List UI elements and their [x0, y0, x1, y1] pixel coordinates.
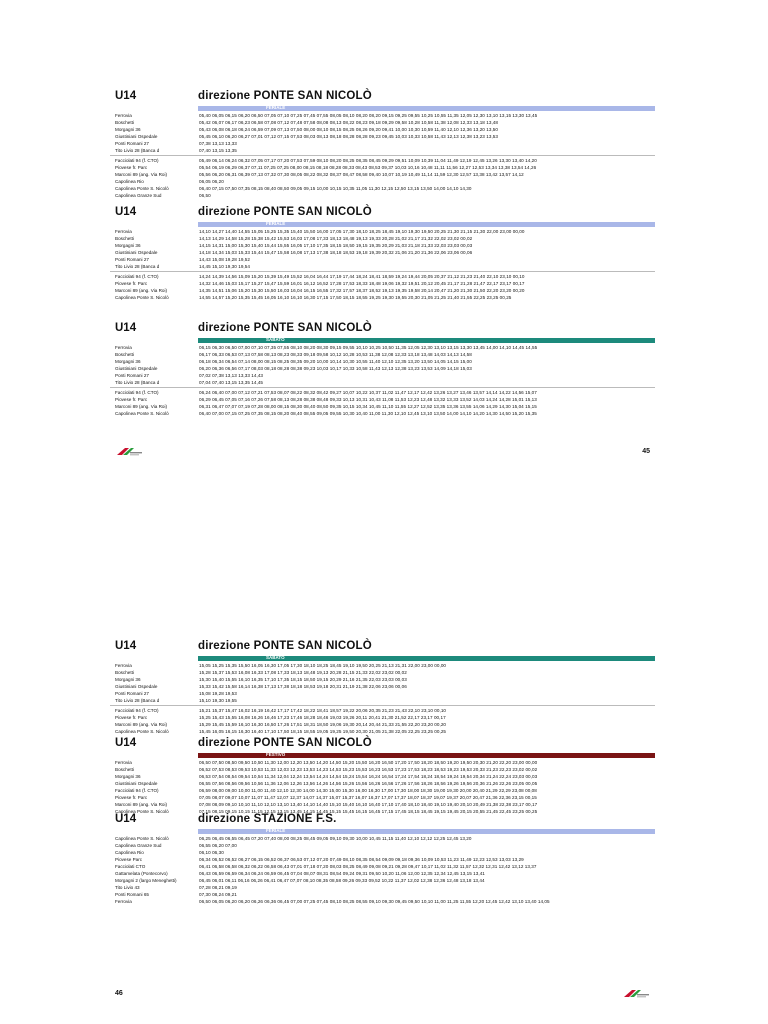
- table-row: [110, 119, 655, 126]
- stop-times: 06,45 06,01 06,11 06,16 06,26 06,41 06,47 07,07 08,10 08,35 08,58 09,26 09,33 09,52 10,22 11,37 12,02 12,38 12,36 12,48 13,18 13,44: [199, 878, 485, 883]
- table-row: [110, 707, 655, 714]
- table-row: [110, 242, 655, 249]
- stop-name: Giustiniani Ospedale: [115, 250, 158, 255]
- stop-times: 05,45 06,10 06,20 06,27 07,01 07,12 07,15 07,53 08,03 08,13 08,18 08,28 08,28 09,23 09,45 10,03 10,33 10,58 11,43 12,13 12,38 13,23 13,53: [199, 134, 498, 139]
- stop-times: 05,56 06,20 06,31 06,39 07,13 07,32 07,30 08,05 08,22 08,32 08,37 08,47 08,58 09,40 10,07 10,19 10,49 11,14 11,59 12,30 12,57 13,38 13,42 13,57 14,12: [199, 172, 524, 177]
- stop-times: 06,55 06,20 07,00: [199, 843, 237, 848]
- stop-name: Capolinea Ponte S. Nicolò: [115, 809, 169, 814]
- stop-times: 06,25 06,45 06,55 06,45 07,20 07,40 08,00 08,25 08,45 09,05 09,10 09,30 10,00 10,45 11,15 11,40 12,10 12,12 12,25 12,45 13,20: [199, 836, 472, 841]
- direction-title: direzione STAZIONE F.S.: [198, 813, 337, 825]
- line-code: U14: [115, 322, 137, 334]
- line-code: U14: [115, 206, 137, 218]
- table-row: [110, 112, 655, 119]
- stop-times: 06,43 06,59 06,59 06,34 06,24 06,59 06,45 07,04 08,07 08,31 08,54 09,24 09,31 09,50 10,20 11,06 12,00 12,35 12,34 12,45 13,15 13,41: [199, 871, 485, 876]
- table-row: [110, 728, 655, 735]
- stop-name: Ferrovia: [115, 760, 132, 765]
- stop-name: Giustiniani Ospedale: [115, 781, 158, 786]
- table-row: [110, 287, 655, 294]
- stop-times: 14,13 14,29 14,58 15,28 15,38 15,42 15,53 16,03 17,08 17,33 18,13 18,48 19,13 19,33 20,28 21,02 21,17 21,32 22,02 23,02 00,02: [199, 236, 473, 241]
- stop-name: Piovese fr. Parc: [115, 281, 148, 286]
- table-row: [110, 669, 655, 676]
- table-row: [110, 714, 655, 721]
- stop-times: 14,43 15,08 19,28 19,52: [199, 257, 250, 262]
- stop-times: 07,15 08,15 09,15 10,15 11,15 12,15 13,15 13,45 14,15 14,45 15,15 15,45 16,15 16,45 17,15 17,45 18,15 18,45 19,15 19,45 20,15 20,55 21,45 22,45 23,25 00,25: [199, 809, 538, 814]
- stop-times: 14,35 14,51 15,06 15,20 15,30 15,50 16,03 16,04 16,15 16,55 17,32 17,57 18,37 18,52 19,13 19,35 19,58 20,14 20,47 21,20 21,30 21,50 22,20 23,20 00,20: [199, 288, 525, 293]
- stop-name: Tito Livio 28 (Banca d: [115, 148, 160, 153]
- stop-times: 06,31 06,47 07,07 07,19 07,28 08,00 08,15 08,30 08,40 08,50 09,35 10,15 10,34 10,45 11,10 11,55 12,27 12,52 13,35 13,36 13,55 14,06 14,29 14,30 15,04 15,15: [199, 404, 537, 409]
- stop-times: 15,08 19,28 19,53: [199, 691, 237, 696]
- stop-name: Facciolati 94 (f. CTO): [115, 708, 159, 713]
- table-row: [110, 808, 655, 815]
- stop-name: Morgagni 36: [115, 774, 141, 779]
- table-row: [110, 884, 655, 891]
- stop-times: 07,04 07,40 13,15 13,35 14,45: [199, 380, 264, 385]
- stop-name: Piovese Parc: [115, 857, 143, 862]
- group-divider: [110, 155, 655, 156]
- table-row: [110, 396, 655, 403]
- line-code: U14: [115, 737, 137, 749]
- stop-name: Piovese fr. Parc: [115, 397, 148, 402]
- stop-name: Boschetti: [115, 236, 134, 241]
- day-type-band: [198, 829, 655, 834]
- table-row: [110, 835, 655, 842]
- day-type-band: [198, 106, 655, 111]
- table-row: [110, 256, 655, 263]
- table-row: [110, 389, 655, 396]
- table-row: [110, 849, 655, 856]
- stop-times: 14,45 15,10 19,30 19,54: [199, 264, 250, 269]
- stop-times: 06,17 06,33 06,53 07,13 07,58 08,13 08,23 08,33 09,18 09,58 10,12 10,28 10,53 11,38 12,08 12,33 13,18 13,48 14,03 14,13 14,58: [199, 352, 472, 357]
- stop-name: Boschetti: [115, 352, 134, 357]
- stop-name: Piovese fr. Parc: [115, 165, 148, 170]
- table-row: [110, 801, 655, 808]
- table-row: [110, 721, 655, 728]
- stop-times: 06,34 06,52 06,52 06,27 06,15 06,52 06,37 06,53 07,12 07,20 07,49 08,10 08,35 08,54 09,09 09,18 09,36 10,09 10,53 11,23 11,49 12,23 12,53 13,03 13,29: [199, 857, 524, 862]
- stop-name: Capolinea Ponte S. Nicolò: [115, 295, 169, 300]
- stop-times: 06,20 06,36 06,56 07,17 08,03 08,18 08,28 08,38 09,23 10,03 10,17 10,33 10,58 11,43 12,13 12,38 13,23 13,53 14,09 14,18 15,03: [199, 366, 472, 371]
- stop-name: Capolinea Ponte S. Nicolò: [115, 186, 169, 191]
- line-code: U14: [115, 813, 137, 825]
- stop-times: 06,05 06,20: [199, 179, 224, 184]
- stop-name: Ferrovia: [115, 229, 132, 234]
- stop-times: 15,45 16,05 16,15 16,30 16,40 17,10 17,50 18,15 18,55 19,05 19,25 19,50 20,30 21,05 21,38 22,05 22,25 23,25 00,25: [199, 729, 447, 734]
- stop-times: 06,50 07,50 08,50 09,50 10,50 11,30 12,00 12,20 13,50 14,20 14,50 15,20 15,50 16,20 16,50 17,20 17,50 18,20 18,50 19,20 19,50 20,30 21,20 22,20 23,00 00,00: [199, 760, 538, 765]
- table-row: [110, 249, 655, 256]
- stop-name: Morgagni 2 (largo Meneghetti): [115, 878, 177, 883]
- table-row: [110, 794, 655, 801]
- stop-name: Capolinea Ponte S. Nicolò: [115, 411, 169, 416]
- direction-title: direzione PONTE SAN NICOLÒ: [198, 206, 372, 218]
- stop-name: Facciolati 94 (f. CTO): [115, 158, 159, 163]
- stop-times: 14,55 14,57 15,20 15,35 15,45 16,05 16,10 16,10 16,30 17,15 17,50 18,15 18,55 19,25 19,30 19,55 20,30 21,05 21,25 21,40 21,55 22,25 23,25 00,25: [199, 295, 512, 300]
- stop-name: Tito Livio 28 (Banca d: [115, 264, 160, 269]
- table-row: [110, 185, 655, 192]
- table-row: [110, 133, 655, 140]
- stop-name: Capolinea Rio: [115, 850, 144, 855]
- table-row: [110, 157, 655, 164]
- stop-times: 15,29 15,45 15,59 16,10 16,30 16,50 17,26 17,51 18,31 18,50 19,06 19,30 20,14 20,44 21,33 21,55 22,20 23,20 00,20: [199, 722, 447, 727]
- day-type-label: SABATO: [266, 337, 285, 342]
- stop-times: 15,25 15,43 15,55 16,08 16,26 16,46 17,23 17,46 18,28 18,46 19,03 19,26 20,11 20,41 21,30 21,52 22,17 23,17 00,17: [199, 715, 446, 720]
- stop-name: Giustiniani Ospedale: [115, 134, 158, 139]
- stop-times: 07,40 13,15 13,35: [199, 148, 237, 153]
- table-row: [110, 351, 655, 358]
- line-code: U14: [115, 90, 137, 102]
- stop-name: Ponti Romani 27: [115, 373, 149, 378]
- day-type-label: SABATO: [266, 655, 285, 660]
- table-row: [110, 856, 655, 863]
- table-row: [110, 676, 655, 683]
- day-type-label: FERIALE: [266, 828, 286, 833]
- stop-name: Giustiniani Ospedale: [115, 684, 158, 689]
- stop-times: 07,08 08,09 09,10 10,10 11,10 12,10 13,10 13,40 14,10 14,40 15,10 15,40 16,10 16,40 17,10 17,40 18,10 18,40 19,10 19,40 20,10 20,49 21,38 22,38 23,17 00,17: [199, 802, 538, 807]
- stop-name: Tito Livio 43: [115, 885, 140, 890]
- stop-times: 06,15 06,30 06,50 07,00 07,10 07,35 07,55 08,10 08,20 08,30 09,15 09,55 10,10 10,25 10,50 11,35 12,05 12,30 13,10 13,15 13,30 13,45 14,00 14,10 14,45 14,55: [199, 345, 538, 350]
- table-row: [110, 171, 655, 178]
- table-row: [110, 344, 655, 351]
- table-row: [110, 379, 655, 386]
- stop-name: Capolinea Ponte S. Nicolò: [115, 729, 169, 734]
- table-row: [110, 280, 655, 287]
- stop-name: Piovese fr. Parc: [115, 795, 148, 800]
- group-divider: [110, 271, 655, 272]
- table-row: [110, 780, 655, 787]
- table-row: [110, 410, 655, 417]
- stop-name: Ponti Romani 27: [115, 141, 149, 146]
- table-row: [110, 178, 655, 185]
- stop-times: 05,40 06,05 06,15 06,20 06,50 07,05 07,10 07,25 07,45 07,55 08,05 08,10 08,20 08,20 09,15 09,25 09,55 10,25 10,55 11,35 12,05 12,30 13,10 13,15 13,30 13,45: [199, 113, 538, 118]
- table-row: [110, 877, 655, 884]
- stop-times: 06,59 08,00 09,00 10,00 11,00 11,40 12,10 12,30 14,00 14,30 15,00 15,30 16,00 16,30 17,00 17,30 18,00 18,30 19,00 19,30 20,00 20,40 21,29 22,29 23,08 00,08: [199, 788, 537, 793]
- stop-times: 06,40 07,00 07,15 07,25 07,35 08,15 08,20 08,40 08,55 09,05 09,55 10,30 10,40 11,00 11,30 12,10 12,45 13,10 13,50 14,00 14,10 14,20 14,30 14,50 15,20 15,35: [199, 411, 537, 416]
- table-row: [110, 766, 655, 773]
- day-type-band: [198, 222, 655, 227]
- table-row: [110, 898, 655, 905]
- stop-name: Capolinea Granze Sud: [115, 843, 162, 848]
- table-row: [110, 365, 655, 372]
- stop-name: Marconi 89 (ang. Via Roi): [115, 172, 168, 177]
- direction-title: direzione PONTE SAN NICOLÒ: [198, 322, 372, 334]
- stop-times: 07,02 07,38 13,13 13,33 14,43: [199, 373, 264, 378]
- stop-times: 06,41 06,58 06,58 06,32 06,22 06,58 06,43 07,01 07,18 07,20 08,03 08,25 08,49 09,08 09,21 09,28 09,47 10,17 11,02 11,32 11,57 12,32 12,31 12,42 13,12 13,37: [199, 864, 537, 869]
- stop-name: Morgagni 36: [115, 243, 141, 248]
- stop-times: 05,54 06,19 06,29 06,37 07,11 07,25 07,25 08,00 08,15 08,18 08,28 08,33 08,43 08,53 09,37 10,03 10,16 10,48 11,11 11,56 12,27 12,53 13,34 13,38 13,54 14,26: [199, 165, 537, 170]
- table-row: [110, 683, 655, 690]
- table-row: [110, 263, 655, 270]
- stop-times: 05,49 06,14 06,24 06,32 07,05 07,17 07,20 07,53 07,59 08,10 08,20 08,25 08,35 08,45 09,29 09,51 10,09 10,39 11,04 11,49 12,19 12,45 13,26 13,30 13,40 14,20: [199, 158, 537, 163]
- stop-times: 15,05 15,25 15,35 15,50 16,05 16,30 17,05 17,30 18,10 18,25 18,45 19,10 19,50 20,25 21,13 21,31 22,00 23,00 00,00: [199, 663, 447, 668]
- table-row: [110, 891, 655, 898]
- stop-name: Ferrovia: [115, 113, 132, 118]
- stop-times: 06,24 06,40 07,00 07,12 07,21 07,53 08,07 08,22 08,32 08,42 09,27 10,07 10,22 10,37 11,02 11,47 12,17 12,42 13,26 13,27 13,46 13,57 14,14 14,22 14,56 15,07: [199, 390, 537, 395]
- table-row: [110, 697, 655, 704]
- stop-times: 14,10 14,27 14,40 14,55 15,05 15,25 15,35 15,40 15,50 16,00 17,05 17,30 18,10 18,25 18,45 19,10 19,30 19,50 20,25 21,30 21,15 21,30 22,00 23,00 00,00: [199, 229, 525, 234]
- stop-name: Ferrovia: [115, 899, 132, 904]
- table-row: [110, 358, 655, 365]
- stop-name: Boschetti: [115, 670, 134, 675]
- stop-times: 06,53 07,54 08,54 09,54 10,54 11,34 12,04 12,24 13,54 14,24 14,54 15,24 15,54 16,24 16,54 17,24 17,54 18,24 18,54 19,24 19,54 20,34 21,24 22,24 23,03 00,03: [199, 774, 538, 779]
- table-row: [110, 690, 655, 697]
- stop-name: Morgagni 36: [115, 127, 141, 132]
- logo-icon: [622, 986, 650, 997]
- day-type-label: FERIALE: [266, 221, 286, 226]
- stop-name: Facciolati 94 (f. CTO): [115, 274, 159, 279]
- stop-times: 14,24 14,39 14,56 15,09 15,20 15,39 15,49 15,52 16,04 16,44 17,19 17,44 18,24 18,41 18,59 19,24 19,44 20,05 20,37 21,12 21,23 21,40 22,10 23,10 00,10: [199, 274, 525, 279]
- stop-name: Ferrovia: [115, 345, 132, 350]
- stop-name: Marconi 89 (ang. Via Roi): [115, 404, 168, 409]
- stop-name: Giustiniani Ospedale: [115, 366, 158, 371]
- stop-times: 14,15 14,31 15,00 15,30 15,40 15,44 15,55 16,05 17,10 17,35 18,15 18,50 19,15 19,35 20,29 21,03 21,18 21,33 22,03 23,03 00,03: [199, 243, 473, 248]
- table-row: [110, 863, 655, 870]
- stop-times: 06,50: [199, 193, 211, 198]
- direction-title: direzione PONTE SAN NICOLÒ: [198, 640, 372, 652]
- stop-name: Morgagni 36: [115, 677, 141, 682]
- stop-times: 15,30 15,40 15,55 16,10 16,35 17,10 17,35 18,15 18,50 19,15 20,29 21,16 21,35 22,03 23,03 00,03: [199, 677, 407, 682]
- stop-name: Capolinea Ponte S. Nicolò: [115, 836, 169, 841]
- stop-name: Morgagni 36: [115, 359, 141, 364]
- stop-name: Capolinea Granze Sud: [115, 193, 162, 198]
- stop-times: 07,30 08,24 09,21: [199, 892, 237, 897]
- page-number: 45: [642, 448, 650, 455]
- stop-name: Tito Livio 28 (Banca d: [115, 380, 160, 385]
- stop-name: Capolinea Rio: [115, 179, 144, 184]
- day-type-label: FESTIVO: [266, 752, 286, 757]
- stop-times: 15,33 15,42 15,58 16,14 16,38 17,13 17,38 18,18 18,53 19,18 20,31 21,19 21,38 22,06 23,06 00,06: [199, 684, 407, 689]
- stop-times: 07,05 08,07 09,07 10,07 11,07 11,47 12,07 12,37 14,07 14,37 15,07 15,37 16,07 16,37 17,07 17,37 18,07 18,37 19,07 19,37 20,07 20,47 21,36 22,36 23,15 00,15: [199, 795, 537, 800]
- stop-name: Marconi 89 (ang. Via Roi): [115, 802, 168, 807]
- day-type-band: [198, 338, 655, 343]
- stop-times: 14,32 14,46 15,03 15,17 15,27 15,47 15,59 16,01 16,12 16,52 17,28 17,53 18,33 18,48 19,06 19,32 19,51 20,12 20,45 21,17 21,28 21,47 22,17 23,17 00,17: [199, 281, 525, 286]
- logo-icon: [115, 444, 143, 455]
- stop-name: Gattamelata (Pontecorvo): [115, 871, 168, 876]
- table-row: [110, 235, 655, 242]
- table-row: [110, 192, 655, 199]
- stop-name: Marconi 89 (ang. Via Roi): [115, 288, 168, 293]
- stop-name: Piovese fr. Parc: [115, 715, 148, 720]
- stop-times: 15,21 15,37 15,47 16,02 16,19 16,42 17,17 17,42 18,22 18,41 18,57 19,22 20,06 20,35 21,23 21,43 22,10 23,10 00,10: [199, 708, 447, 713]
- stop-times: 07,38 13,13 13,33: [199, 141, 237, 146]
- stop-name: Tito Livio 28 (Banca d: [115, 698, 160, 703]
- stop-times: 15,28 15,37 15,53 16,08 16,33 17,08 17,33 18,13 18,48 19,13 20,28 21,15 21,33 22,02 23,02 00,02: [199, 670, 407, 675]
- day-type-label: FERIALE: [266, 105, 286, 110]
- stop-times: 05,42 06,07 06,17 06,23 06,58 07,08 07,12 07,48 07,58 08,08 08,13 08,22 08,23 09,18 09,29 09,58 10,28 10,58 11,38 12,08 12,33 13,18 13,48: [199, 120, 498, 125]
- stop-name: Boschetti: [115, 120, 134, 125]
- stop-times: 06,40 07,15 07,50 07,35 08,15 08,40 08,50 09,05 09,15 10,00 10,15 10,35 11,05 11,30 12,15 12,50 13,15 13,50 14,00 14,10 14,30: [199, 186, 472, 191]
- table-row: [110, 773, 655, 780]
- stop-name: Facciolati 94 (f. CTO): [115, 390, 159, 395]
- stop-times: 06,52 07,53 08,53 09,53 10,53 11,33 12,03 12,23 13,53 14,23 14,53 15,23 15,53 16,23 16,53 17,23 17,53 18,23 18,53 19,23 19,53 20,33 21,23 22,23 23,02 00,02: [199, 767, 538, 772]
- stop-times: 06,50 06,05 06,20 06,20 06,26 06,36 06,45 07,00 07,25 07,45 08,10 08,25 08,55 09,10 09,30 09,45 09,50 10,10 11,00 11,25 11,55 12,20 12,45 12,42 13,10 13,40 14,05: [199, 899, 550, 904]
- table-row: [110, 759, 655, 766]
- stop-times: 07,28 08,21 09,19: [199, 885, 237, 890]
- stop-times: 06,18 06,34 06,54 07,14 08,00 08,15 08,25 08,35 09,20 10,00 10,14 10,30 10,55 11,40 12,10 12,35 13,20 13,50 14,05 14,15 15,00: [199, 359, 472, 364]
- stop-name: Ponti Romani 27: [115, 257, 149, 262]
- stop-name: Facciolati CTO: [115, 864, 146, 869]
- table-row: [110, 870, 655, 877]
- timetable-page-46: [110, 620, 655, 1000]
- direction-title: direzione PONTE SAN NICOLÒ: [198, 737, 372, 749]
- stop-times: 06,55 07,56 08,56 09,56 10,56 11,36 12,06 12,26 13,56 14,26 14,56 15,26 15,56 16,26 16,56 17,26 17,56 18,26 18,56 19,26 19,56 20,36 21,26 22,26 23,05 00,05: [199, 781, 538, 786]
- stop-name: Facciolati 94 (f. CTO): [115, 788, 159, 793]
- table-row: [110, 126, 655, 133]
- stop-name: Ponti Romani 27: [115, 691, 149, 696]
- page-number: 46: [115, 990, 123, 997]
- table-row: [110, 273, 655, 280]
- table-row: [110, 842, 655, 849]
- day-type-band: [198, 656, 655, 661]
- group-divider: [110, 387, 655, 388]
- group-divider: [110, 705, 655, 706]
- stop-name: Boschetti: [115, 767, 134, 772]
- table-row: [110, 140, 655, 147]
- table-row: [110, 787, 655, 794]
- stop-times: 15,10 19,30 19,55: [199, 698, 237, 703]
- stop-name: Marconi 89 (ang. Via Roi): [115, 722, 168, 727]
- table-row: [110, 228, 655, 235]
- day-type-band: [198, 753, 655, 758]
- timetable-page-45: [110, 70, 655, 470]
- table-row: [110, 164, 655, 171]
- stop-times: 14,18 14,34 15,03 15,33 15,44 15,47 15,58 16,08 17,13 17,38 18,18 18,53 19,18 19,39 20,32 21,06 21,20 21,36 22,06 23,06 00,06: [199, 250, 473, 255]
- line-code: U14: [115, 640, 137, 652]
- stop-times: 05,43 06,08 06,18 06,24 06,59 07,09 07,13 07,50 08,00 08,10 08,15 08,25 08,26 09,20 09,41 10,00 10,30 10,59 11,40 12,10 12,36 13,20 13,50: [199, 127, 498, 132]
- table-row: [110, 294, 655, 301]
- table-row: [110, 372, 655, 379]
- stop-times: 06,29 06,45 07,05 07,16 07,26 07,58 08,13 08,28 08,38 08,48 09,33 10,13 10,31 10,43 11,08 11,53 12,23 12,48 13,32 13,33 13,52 14,03 14,24 14,28 15,01 15,13: [199, 397, 537, 402]
- stop-times: 06,10 06,30: [199, 850, 224, 855]
- table-row: [110, 147, 655, 154]
- stop-name: Ponti Romani 65: [115, 892, 149, 897]
- stop-name: Ferrovia: [115, 663, 132, 668]
- table-row: [110, 662, 655, 669]
- direction-title: direzione PONTE SAN NICOLÒ: [198, 90, 372, 102]
- table-row: [110, 403, 655, 410]
